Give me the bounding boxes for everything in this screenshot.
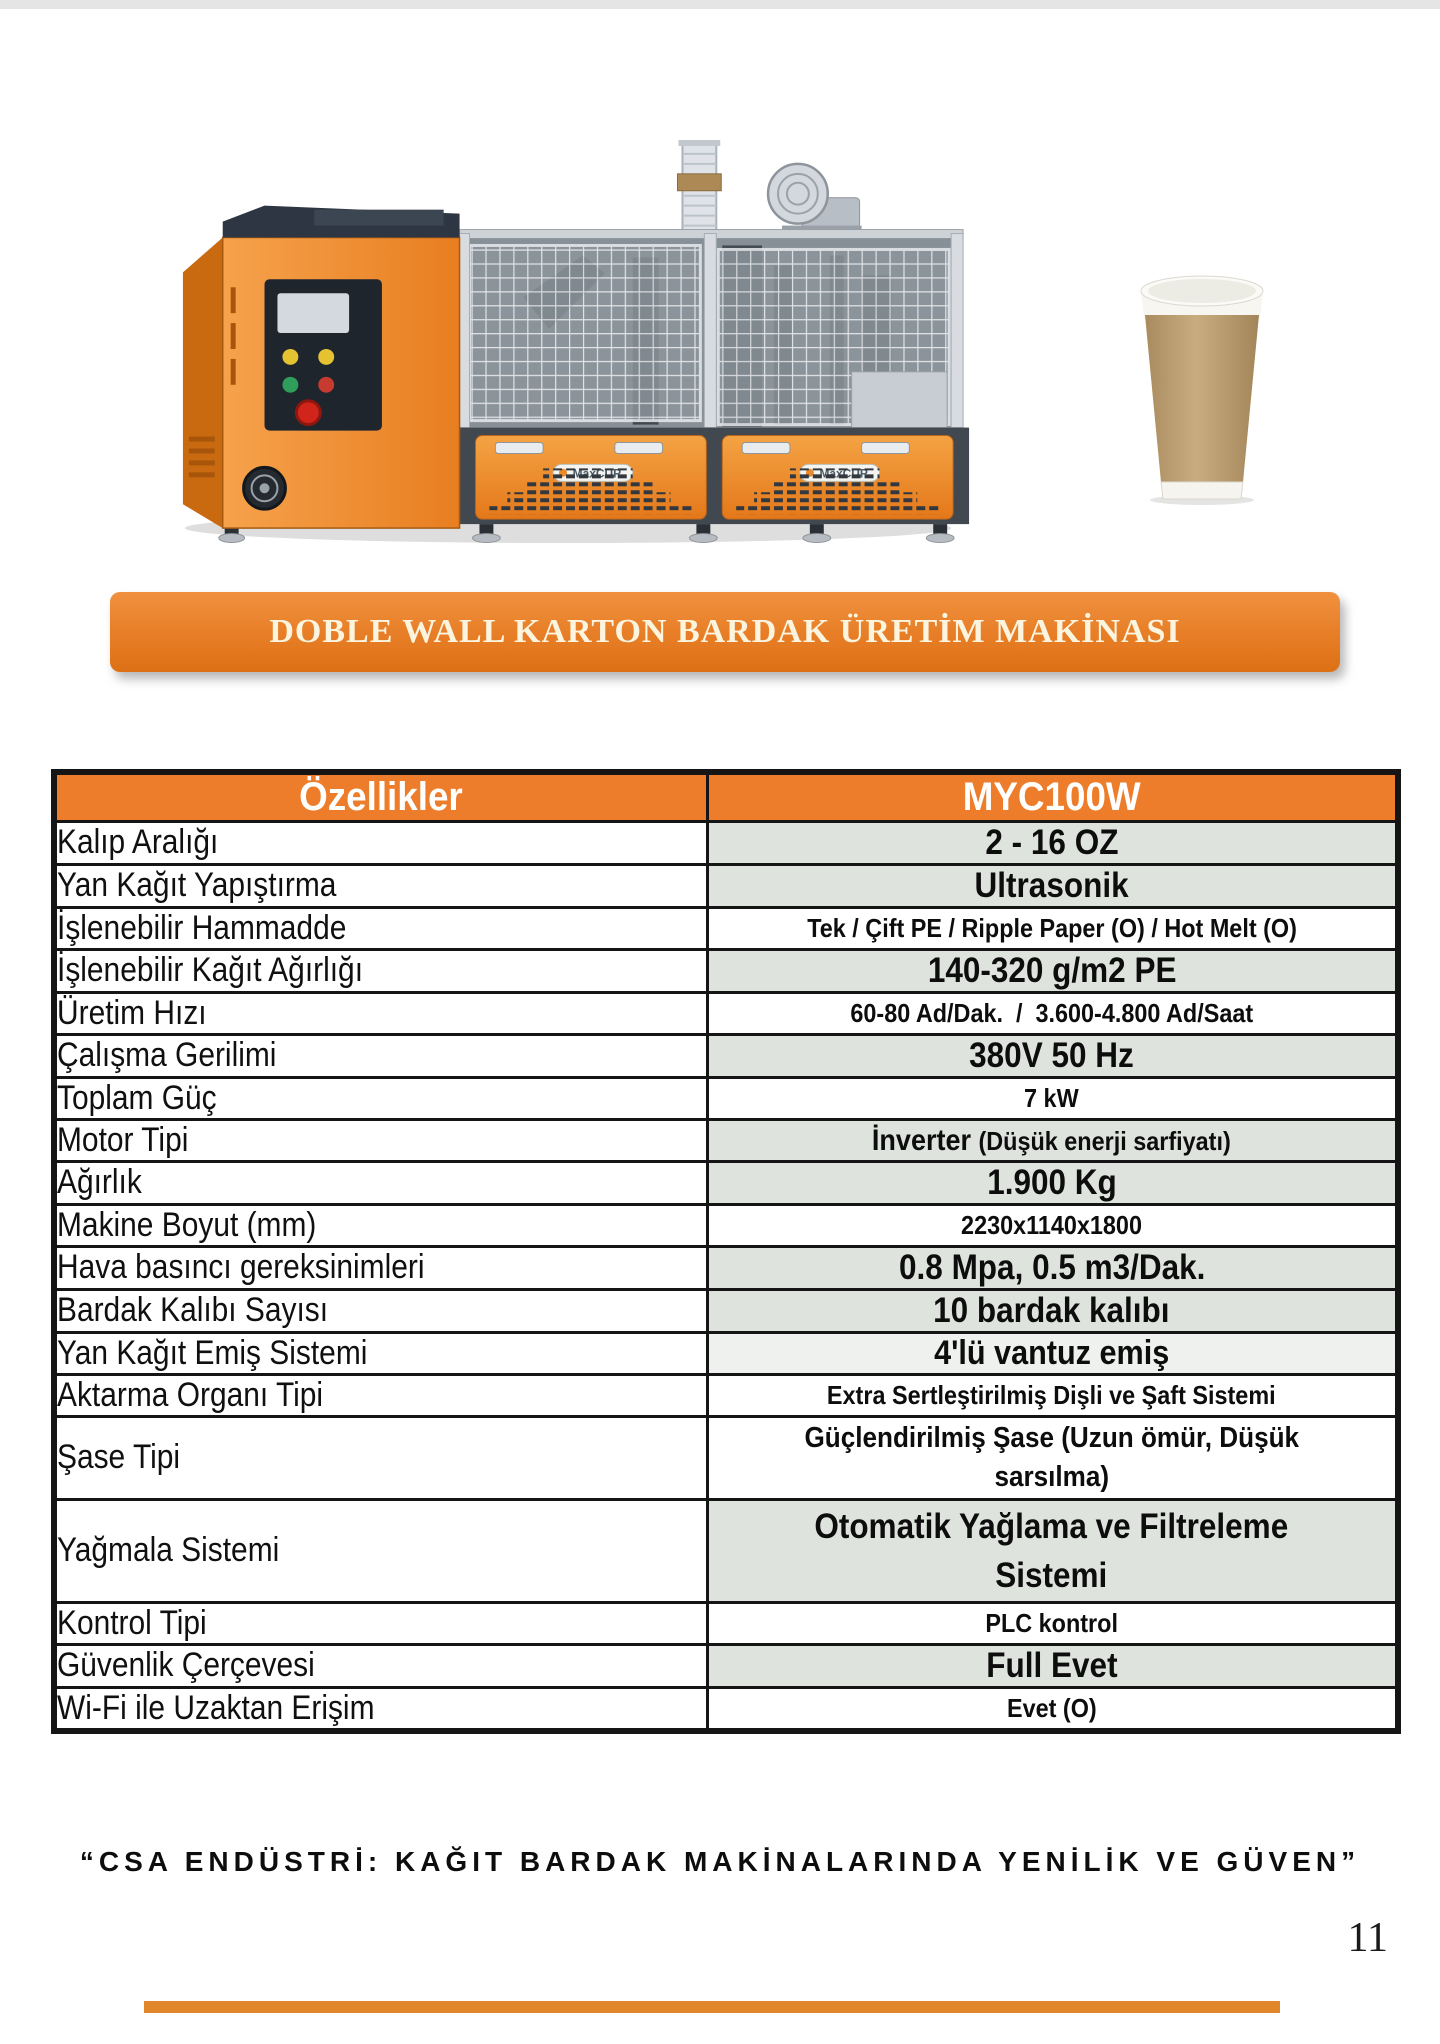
- frame-post: [460, 234, 470, 428]
- spec-label: Kontrol Tipi: [57, 1603, 207, 1642]
- paper-cup-illustration: [1112, 254, 1292, 506]
- table-row: [54, 1120, 1398, 1162]
- spec-label: Ağırlık: [57, 1163, 142, 1202]
- spec-value: PLC kontrol: [985, 1608, 1119, 1638]
- spec-value: Otomatik Yağlama ve Filtreleme Sistemi: [814, 1507, 1289, 1595]
- cabinet-door: [722, 436, 953, 520]
- table-row: [54, 1205, 1398, 1247]
- table-row: [54, 1247, 1398, 1290]
- cabinet-door: [475, 436, 706, 520]
- spec-label: Yağmala Sistemi: [57, 1531, 280, 1570]
- paper-cup-photo: [1112, 254, 1292, 506]
- header-features: Özellikler: [54, 772, 707, 822]
- banner-title: DOBLE WALL KARTON BARDAK ÜRETİM MAKİNASI: [269, 613, 1181, 650]
- mesh-guard-left: [470, 245, 701, 420]
- exhaust-pipe-icon: [677, 140, 721, 240]
- spec-value: 7 kW: [1024, 1083, 1080, 1113]
- spec-label: Motor Tipi: [57, 1120, 189, 1159]
- spec-label: Çalışma Gerilimi: [57, 1036, 277, 1075]
- table-row: [54, 1645, 1398, 1688]
- table-row: [54, 1688, 1398, 1732]
- table-row: [54, 1035, 1398, 1078]
- spec-value: 2230x1140x1800: [961, 1210, 1143, 1240]
- table-row: [54, 865, 1398, 908]
- table-header-row: [54, 772, 1398, 822]
- table-row: [54, 1333, 1398, 1375]
- spec-label: Makine Boyut (mm): [57, 1205, 317, 1244]
- table-row: [54, 822, 1398, 865]
- spec-label: Yan Kağıt Emiş Sistemi: [57, 1333, 368, 1372]
- emergency-stop-button: [296, 401, 320, 425]
- spec-label: Bardak Kalıbı Sayısı: [57, 1291, 329, 1330]
- table-row: [54, 1162, 1398, 1205]
- header-model: MYC100W: [707, 772, 1398, 822]
- spec-label: Aktarma Organı Tipi: [57, 1375, 324, 1414]
- blower-fan-icon: [768, 164, 862, 235]
- spec-value: 2 - 16 OZ: [985, 823, 1119, 862]
- spec-label: Toplam Güç: [57, 1078, 217, 1117]
- hmi-screen: [277, 293, 349, 333]
- table-row: [54, 950, 1398, 993]
- spec-label: Üretim Hızı: [57, 993, 207, 1032]
- page-number: 11: [1347, 1915, 1388, 1961]
- spec-label: Şase Tipi: [57, 1438, 181, 1477]
- table-row: [54, 1603, 1398, 1645]
- spec-table: [51, 769, 1401, 1734]
- spec-value: Extra Sertleştirilmiş Dişli ve Şaft Sistemi: [827, 1380, 1277, 1410]
- spec-value: 10 bardak kalıbı: [933, 1291, 1170, 1330]
- spec-value: 140-320 g/m2 PE: [927, 951, 1177, 990]
- spec-value: 60-80 Ad/Dak. / 3.600-4.800 Ad/Saat: [850, 998, 1254, 1028]
- cooling-fan-icon: [244, 467, 286, 509]
- spec-value: 1.900 Kg: [986, 1163, 1117, 1202]
- table-row: [54, 1078, 1398, 1120]
- spec-value: Ultrasonik: [974, 866, 1129, 905]
- spec-label: Yan Kağıt Yapıştırma: [57, 866, 337, 905]
- steel-bin: [852, 372, 948, 428]
- machine-illustration: [160, 138, 986, 546]
- control-cabinet: [183, 206, 460, 528]
- top-divider: [0, 0, 1440, 9]
- table-row: [54, 1500, 1398, 1603]
- spec-value: 0.8 Mpa, 0.5 m3/Dak.: [898, 1248, 1205, 1287]
- spec-value: Tek / Çift PE / Ripple Paper (O) / Hot Melt (O): [806, 913, 1297, 943]
- spec-label: Güvenlik Çerçevesi: [57, 1646, 315, 1685]
- table-row: [54, 1375, 1398, 1417]
- machine-photo: [160, 138, 986, 546]
- spec-label: İşlenebilir Kağıt Ağırlığı: [57, 951, 364, 990]
- spec-label: İşlenebilir Hammadde: [57, 908, 347, 947]
- table-row: [54, 993, 1398, 1035]
- frame-post: [704, 234, 716, 428]
- spec-value: 380V 50 Hz: [969, 1036, 1135, 1075]
- table-row: [54, 908, 1398, 950]
- spec-value: Güçlendirilmiş Şase (Uzun ömür, Düşük sarsılma): [804, 1421, 1300, 1493]
- spec-value: Evet (O): [1006, 1693, 1097, 1723]
- spec-label: Kalıp Aralığı: [57, 823, 219, 862]
- footer-rule: [144, 2001, 1280, 2013]
- frame-post: [951, 234, 963, 428]
- spec-value: 4'lü vantuz emiş: [934, 1334, 1170, 1372]
- section-banner: [110, 592, 1340, 672]
- spec-label: Wi-Fi ile Uzaktan Erişim: [57, 1688, 375, 1727]
- table-row: [54, 1290, 1398, 1333]
- spec-value: Full Evet: [986, 1646, 1118, 1685]
- table-row: [54, 1417, 1398, 1500]
- spec-label: Hava basıncı gereksinimleri: [57, 1248, 425, 1287]
- spec-value: İnverter (Düşük enerji sarfiyatı): [872, 1123, 1232, 1157]
- footer-slogan: “CSA ENDÜSTRİ: KAĞIT BARDAK MAKİNALARINDA YENİLİK VE GÜVEN”: [79, 1846, 1361, 1877]
